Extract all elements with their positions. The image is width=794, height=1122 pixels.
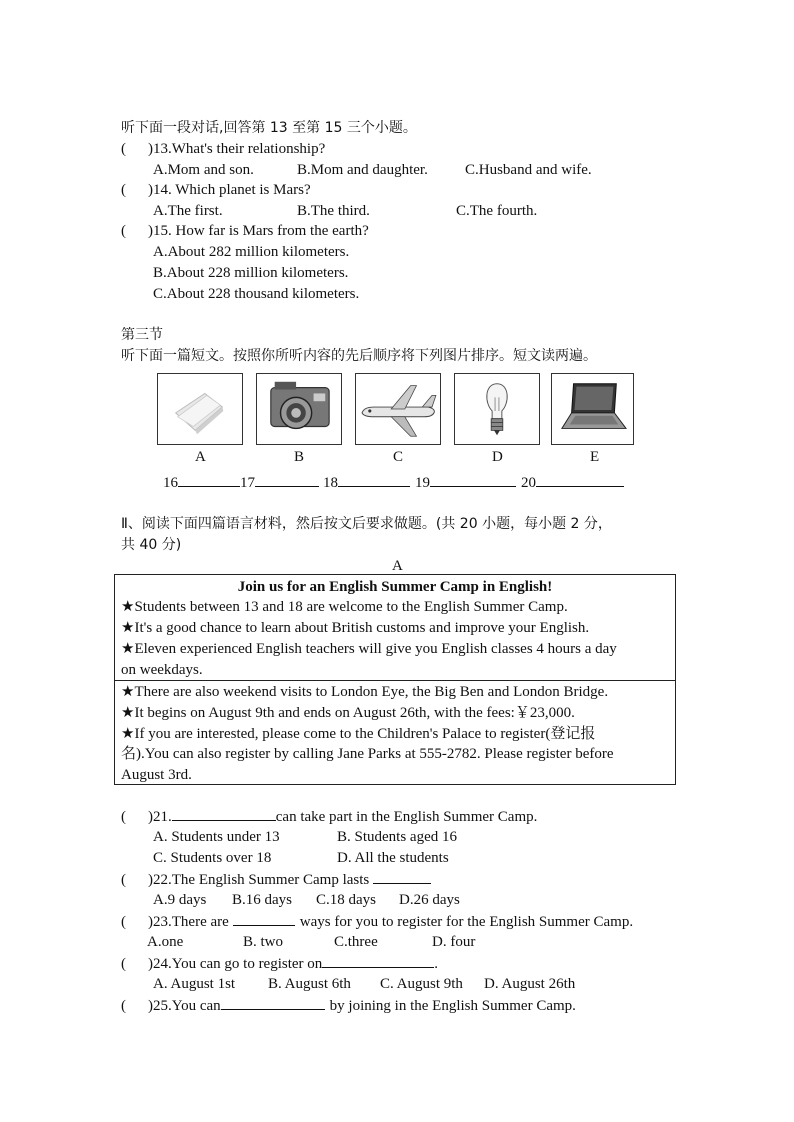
option-24-d: D. August 26th: [484, 976, 576, 992]
picture-d: [454, 373, 540, 445]
question-14: [121, 180, 311, 200]
answer-paren-open[interactable]: (: [121, 998, 126, 1014]
option-15-b: B.About 228 million kilometers.: [153, 265, 349, 281]
question-stem-rest: ways for you to register for the English Summer Camp.: [299, 914, 634, 930]
answer-paren-open[interactable]: (: [121, 872, 126, 888]
answer-paren-close: ): [148, 223, 153, 239]
picture-label-d: D: [492, 449, 503, 465]
picture-a: [157, 373, 243, 445]
option-22-d: D.26 days: [399, 892, 460, 908]
notice-line: ★It's a good chance to learn about British customs and improve your English.: [121, 620, 590, 636]
option-23-b: B. two: [243, 934, 284, 950]
question-stem: 25.You can: [153, 998, 221, 1014]
answer-paren-close: ): [148, 956, 153, 972]
question-25: [121, 995, 576, 1016]
fill-blank[interactable]: [373, 869, 431, 884]
option-22-a: A.9 days: [153, 892, 207, 908]
picture-e: [551, 373, 634, 445]
question-stem: 13.What's their relationship?: [153, 141, 326, 157]
passage-label: A: [392, 558, 403, 574]
notice-box-top: [114, 574, 676, 681]
order-number-16: 16: [163, 475, 178, 491]
order-number-17: 17: [240, 475, 255, 491]
question-23: [121, 911, 633, 932]
answer-paren-close: ): [148, 182, 153, 198]
option-22-c: C.18 days: [316, 892, 376, 908]
fill-blank[interactable]: [233, 911, 295, 926]
option-23-a: A.one: [147, 934, 184, 950]
answer-paren-open[interactable]: (: [121, 141, 126, 157]
order-number-18: 18: [323, 475, 338, 491]
option-15-a: A.About 282 million kilometers.: [153, 244, 350, 260]
option-21-b: B. Students aged 16: [337, 829, 457, 845]
fill-blank[interactable]: [221, 995, 325, 1010]
answer-paren-open[interactable]: (: [121, 914, 126, 930]
answer-blank-16[interactable]: [178, 472, 240, 487]
notice-line: ★There are also weekend visits to London Eye, the Big Ben and London Bridge.: [121, 684, 609, 700]
airplane-icon: [356, 374, 440, 444]
answer-paren-close: ): [148, 809, 153, 825]
paper-icon: [158, 374, 242, 444]
notice-line: ★If you are interested, please come to the Children's Palace to register(登记报: [121, 726, 596, 742]
question-stem: can take part in the English Summer Camp.: [275, 809, 538, 825]
answer-blank-19[interactable]: [430, 472, 516, 487]
part2-instruction-line1: Ⅱ、阅读下面四篇语言材料，然后按文后要求做题。(共 20 小题，每小题 2 分，: [121, 516, 612, 532]
option-24-b: B. August 6th: [268, 976, 351, 992]
option-13-a: A.Mom and son.: [153, 162, 254, 178]
notice-line: ★It begins on August 9th and ends on August 26th, with the fees:￥23,000.: [121, 705, 575, 721]
notice-line: ★Eleven experienced English teachers will give you English classes 4 hours a day: [121, 641, 617, 657]
answer-paren-close: ): [148, 914, 153, 930]
question-number: 21.: [153, 809, 172, 825]
answer-paren-open[interactable]: (: [121, 956, 126, 972]
option-13-c: C.Husband and wife.: [465, 162, 592, 178]
option-22-b: B.16 days: [232, 892, 292, 908]
option-14-a: A.The first.: [153, 203, 223, 219]
question-24: [121, 953, 438, 974]
option-21-d: D. All the students: [337, 850, 449, 866]
picture-label-c: C: [393, 449, 404, 465]
question-stem-rest: by joining in the English Summer Camp.: [329, 998, 576, 1014]
notice-title: Join us for an English Summer Camp in English!: [237, 579, 553, 595]
fill-blank[interactable]: [322, 953, 434, 968]
section3-instruction: 听下面一篇短文。按照你所听内容的先后顺序将下列图片排序。短文读两遍。: [121, 348, 597, 364]
answer-paren-close: ): [148, 998, 153, 1014]
question-15: [121, 221, 369, 241]
laptop-icon: [552, 374, 633, 444]
question-22: [121, 869, 431, 890]
notice-line: on weekdays.: [121, 662, 203, 678]
answer-blank-18[interactable]: [338, 472, 410, 487]
option-24-a: A. August 1st: [153, 976, 236, 992]
answer-blank-20[interactable]: [536, 472, 624, 487]
picture-label-e: E: [590, 449, 600, 465]
option-15-c: C.About 228 thousand kilometers.: [153, 286, 360, 302]
option-13-b: B.Mom and daughter.: [297, 162, 428, 178]
question-stem: 24.You can go to register on: [153, 956, 323, 972]
fill-blank[interactable]: [172, 806, 276, 821]
section2-instruction: 听下面一段对话,回答第 13 至第 15 三个小题。: [121, 120, 417, 136]
question-21: [121, 806, 537, 827]
section3-title: 第三节: [121, 327, 163, 343]
notice-line: August 3rd.: [121, 767, 192, 783]
lightbulb-icon: [455, 374, 539, 444]
order-number-20: 20: [521, 475, 536, 491]
answer-paren-open[interactable]: (: [121, 223, 126, 239]
notice-line: 名).You can also register by calling Jane Parks at 555-2782. Please register before: [121, 746, 614, 762]
camera-icon: [257, 374, 341, 444]
option-21-a: A. Students under 13: [153, 829, 280, 845]
question-stem: 22.The English Summer Camp lasts: [153, 872, 370, 888]
question-13: [121, 139, 325, 159]
picture-b: [256, 373, 342, 445]
picture-label-b: B: [294, 449, 305, 465]
order-answers: [163, 472, 624, 493]
question-stem: 23.There are: [153, 914, 229, 930]
part2-instruction-line2: 共 40 分): [121, 537, 182, 553]
question-stem: 14. Which planet is Mars?: [153, 182, 311, 198]
answer-paren-close: ): [148, 872, 153, 888]
option-21-c: C. Students over 18: [153, 850, 272, 866]
notice-box-bottom: [114, 680, 676, 785]
answer-blank-17[interactable]: [255, 472, 319, 487]
notice-line: ★Students between 13 and 18 are welcome to the English Summer Camp.: [121, 599, 568, 615]
question-stem: 15. How far is Mars from the earth?: [153, 223, 369, 239]
option-14-c: C.The fourth.: [456, 203, 538, 219]
answer-paren-open[interactable]: (: [121, 182, 126, 198]
option-23-d: D. four: [432, 934, 476, 950]
option-14-b: B.The third.: [297, 203, 370, 219]
answer-paren-close: ): [148, 141, 153, 157]
picture-label-a: A: [195, 449, 206, 465]
question-stem-rest: .: [434, 956, 439, 972]
picture-c: [355, 373, 441, 445]
option-24-c: C. August 9th: [380, 976, 463, 992]
option-23-c: C.three: [334, 934, 378, 950]
answer-paren-open[interactable]: (: [121, 809, 126, 825]
order-number-19: 19: [415, 475, 430, 491]
